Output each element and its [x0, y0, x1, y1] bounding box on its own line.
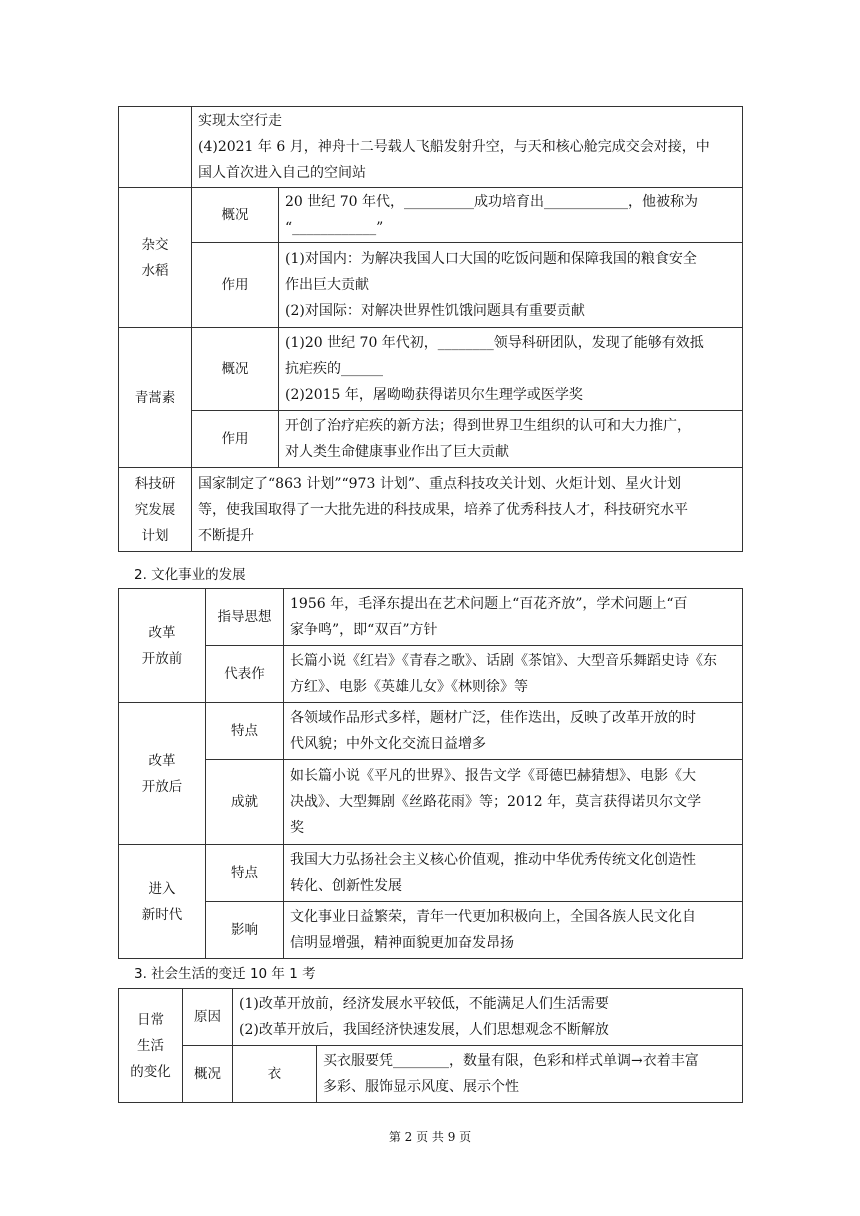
text-line: 开创了治疗疟疾的新方法；得到世界卫生组织的认可和大力推广，	[285, 418, 691, 434]
text-line: (1)改革开放前，经济发展水平较低，不能满足人们生活需要	[239, 996, 609, 1012]
header-line: 进入	[148, 880, 176, 897]
text-line: (1)20 世纪 70 年代初，________领导科研团队，发现了能够有效抵	[285, 335, 704, 351]
text-line: 决战》、大型舞剧《丝路花雨》等；2012 年，莫言获得诺贝尔文学	[290, 794, 702, 810]
text-line: 信明显增强，精神面貌更加奋发昂扬	[290, 935, 514, 951]
text-line: 方红》、电影《英雄儿女》《林则徐》等	[290, 679, 528, 695]
artemisinin-header: 青蒿素	[119, 328, 192, 468]
artemisinin-overview	[279, 328, 743, 411]
text-line: (2)对国际：对解决世界性饥饿问题具有重要贡献	[285, 303, 585, 319]
new-era-feature-content	[284, 845, 743, 902]
text-line: 1956 年，毛泽东提出在艺术问题上“百花齐放”，学术问题上“百	[290, 596, 688, 612]
space-content	[192, 107, 743, 188]
daily-life-header	[119, 989, 183, 1103]
overview-label: 概况	[183, 1046, 233, 1103]
works-label: 代表作	[206, 646, 284, 703]
new-era-header	[119, 845, 206, 959]
header-line: 生活	[137, 1037, 164, 1054]
text-line: 多彩、服饰显示风度、展示个性	[323, 1079, 519, 1095]
after-feature-content	[284, 703, 743, 760]
rice-header	[119, 188, 192, 328]
impact-label: 影响	[206, 902, 284, 959]
text-line: 家争鸣”，即“双百”方针	[290, 622, 438, 638]
text-line: 作出巨大贡献	[285, 277, 369, 293]
page-footer: 第 2 页 共 9 页	[388, 1130, 472, 1144]
header-line: 日常	[137, 1011, 164, 1028]
after-feature-label: 特点	[206, 703, 284, 760]
achieve-label: 成就	[206, 760, 284, 845]
header-line: 计划	[141, 527, 169, 544]
text-line: 奖	[290, 820, 304, 836]
text-line: 我国大力弘扬社会主义核心价值观，推动中华优秀传统文化创造性	[290, 852, 696, 868]
text-line: 国家制定了“863 计划”“973 计划”、重点科技攻关计划、火炬计划、星火计划	[198, 475, 681, 492]
reason-label: 原因	[183, 989, 233, 1046]
text-line: “____________”	[285, 220, 384, 236]
text-line: 不断提升	[198, 527, 254, 544]
before-reform-header	[119, 589, 206, 703]
plan-content	[192, 468, 743, 552]
science-table	[118, 106, 743, 552]
guide-content	[284, 589, 743, 646]
text-line: 代风貌；中外文化交流日益增多	[290, 736, 486, 752]
text-line: 对人类生命健康事业作出了巨大贡献	[285, 444, 509, 460]
guide-label: 指导思想	[206, 589, 284, 646]
artemisinin-effect-label: 作用	[192, 411, 279, 468]
rice-overview-label: 概况	[192, 188, 279, 243]
new-era-feature-label: 特点	[206, 845, 284, 902]
header-line: 的变化	[130, 1063, 171, 1080]
impact-content	[284, 902, 743, 959]
culture-table	[118, 588, 743, 959]
header-line: 改革	[148, 752, 176, 769]
text-line: (4)2021 年 6 月，神舟十二号载人飞船发射升空，与天和核心舱完成交会对接，中	[198, 139, 710, 155]
text-line: 国人首次进入自己的空间站	[198, 165, 366, 181]
header-line: 科技研	[134, 475, 176, 492]
social-life-table	[118, 988, 743, 1103]
text-line: (2)改革开放后，我国经济快速发展，人们思想观念不断解放	[239, 1022, 609, 1038]
reason-content	[233, 989, 743, 1046]
artemisinin-overview-label: 概况	[192, 328, 279, 411]
header-line: 新时代	[141, 906, 183, 923]
text-line: 各领域作品形式多样，题材广泛，佳作迭出，反映了改革开放的时	[290, 710, 696, 726]
header-line: 水稻	[141, 262, 169, 279]
space-header-cell	[119, 107, 192, 188]
text-line: 买衣服要凭________，数量有限，色彩和样式单调→衣着丰富	[323, 1053, 699, 1069]
plan-header	[119, 468, 192, 552]
rice-overview	[279, 188, 743, 243]
text-line: 文化事业日益繁荣，青年一代更加积极向上，全国各族人民文化自	[290, 909, 696, 925]
text-line: 20 世纪 70 年代，__________成功培育出____________，他被称为	[285, 194, 698, 210]
section-3-title: 3. 社会生活的变迁 10 年 1 考	[134, 966, 316, 982]
header-line: 开放前	[141, 650, 183, 667]
text-line: (1)对国内：为解决我国人口大国的吃饭问题和保障我国的粮食安全	[285, 251, 697, 267]
after-reform-header	[119, 703, 206, 845]
section-2-title: 2. 文化事业的发展	[134, 567, 246, 583]
text-line: 等，使我国取得了一大批先进的科技成果，培养了优秀科技人才，科技研究水平	[198, 501, 688, 518]
text-line: 抗疟疾的______	[285, 361, 383, 377]
header-line: 杂交	[141, 236, 169, 253]
text-line: 实现太空行走	[198, 113, 282, 129]
works-content	[284, 646, 743, 703]
clothes-content	[317, 1046, 743, 1103]
header-line: 开放后	[141, 778, 183, 795]
rice-effect	[279, 243, 743, 328]
header-line: 究发展	[134, 501, 176, 518]
text-line: 长篇小说《红岩》《青春之歌》、话剧《茶馆》、大型音乐舞蹈史诗《东	[290, 653, 717, 669]
header-line: 改革	[148, 624, 176, 641]
artemisinin-effect	[279, 411, 743, 468]
text-line: 转化、创新性发展	[290, 878, 402, 894]
text-line: (2)2015 年，屠呦呦获得诺贝尔生理学或医学奖	[285, 387, 583, 403]
rice-effect-label: 作用	[192, 243, 279, 328]
achieve-content	[284, 760, 743, 845]
text-line: 如长篇小说《平凡的世界》、报告文学《哥德巴赫猜想》、电影《大	[290, 768, 696, 784]
clothes-label: 衣	[233, 1046, 317, 1103]
